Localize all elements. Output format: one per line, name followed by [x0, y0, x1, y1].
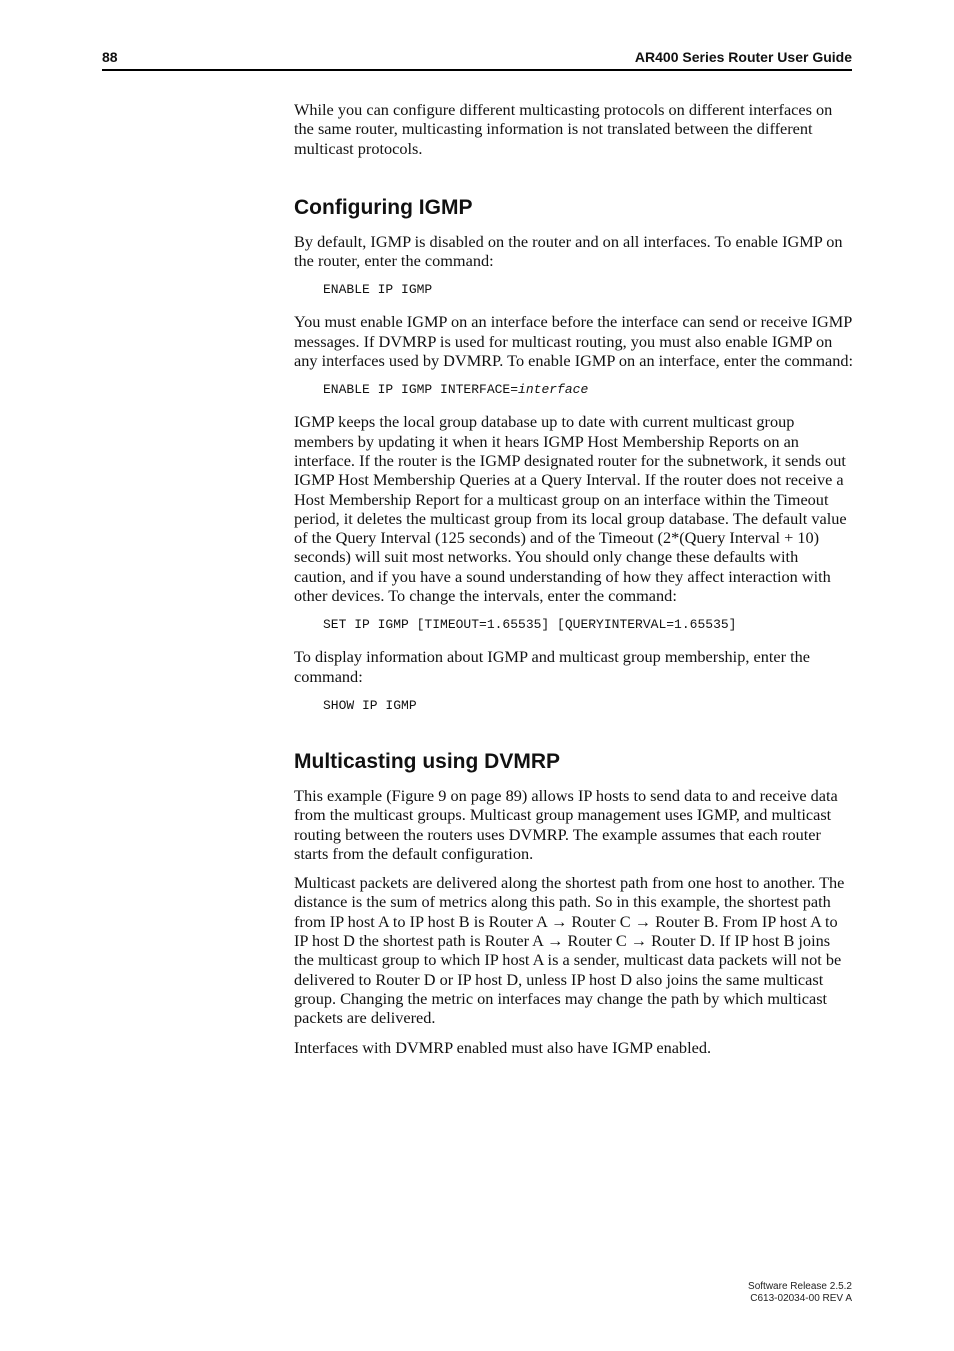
dvmrp-paragraph-1: This example (Figure 9 on page 89) allows IP hosts to send data to and receive data from the multicast groups. Multicast group management uses IGMP, and multicast routing between the routers uses DVMRP. The example assumes that each router starts from the default configuration. [294, 785, 838, 863]
igmp-paragraph-2: You must enable IGMP on an interface before the interface can send or receive IGMP messages. If DVMRP is used for multicast routing, you must also enable IGMP on any interfaces used by DVMRP. To enable IGMP on an interface, enter the command: [294, 312, 854, 371]
page-number: 88 [102, 49, 118, 65]
heading-configuring-igmp: Configuring IGMP [294, 195, 473, 219]
heading-multicasting-dvmrp: Multicasting using DVMRP [294, 749, 561, 773]
command-enable-ip-igmp: ENABLE IP IGMP [323, 282, 433, 298]
software-release: Software Release 2.5.2 [748, 1281, 852, 1292]
command-enable-ip-igmp-interface [323, 382, 854, 398]
dvmrp-paragraph-3: Interfaces with DVMRP enabled must also have IGMP enabled. [294, 1037, 712, 1057]
page-footer [748, 1281, 852, 1305]
command-parameter: interface [518, 382, 589, 398]
igmp-paragraph-1: By default, IGMP is disabled on the router and on all interfaces. To enable IGMP on the router, enter the command: [294, 231, 843, 271]
igmp-paragraph-3: IGMP keeps the local group database up to date with current multicast group members by updating it when it hears IGMP Host Membership Reports on an interface. If the router is the IGMP designated router for the subnetwork, it sends out IGMP Host Membership Queries at a Query Interval. If the router does not receive a Host Membership Report for a multicast group on an interface within the Timeout period, it deletes the multicast group from its local group database. The default value of the Query Interval (125 seconds) and of the Timeout (2*(Query Interval + 10) seconds) will suit most networks. You should only change these defaults with caution, and if you have a sound understanding of how they affect interaction with other devices. To change the intervals, enter the command: [294, 412, 847, 606]
page-header [102, 47, 852, 71]
igmp-paragraph-4: To display information about IGMP and multicast group membership, enter the command: [294, 647, 810, 686]
document-title: AR400 Series Router User Guide [634, 49, 852, 65]
command-text: ENABLE IP IGMP INTERFACE= [323, 382, 519, 398]
intro-paragraph: While you can configure different multicasting protocols on different interfaces on the same router, multicasting information is not translated between the different multicast protocols. [294, 100, 833, 158]
document-id: C613-02034-00 REV A [750, 1293, 852, 1304]
command-set-ip-igmp: SET IP IGMP [TIMEOUT=1.65535] [QUERYINTERVAL=1.65535] [323, 617, 737, 633]
command-show-ip-igmp: SHOW IP IGMP [323, 697, 417, 713]
page-content [294, 100, 854, 1067]
dvmrp-paragraph-2: Multicast packets are delivered along the shortest path from one host to another. The distance is the sum of metrics along this path. So in this example, the shortest path from IP host A to IP host B is Router A → Router C → Router B. From IP host A to IP host D the shortest path is Router A → Router C → Router D. If IP host B joins the multicast group to which IP host A is a sender, multicast data packets will not be delivered to Router D or IP host D, unless IP host D also joins the same multicast group. Changing the metric on interfaces may change the path by which multicast packets are delivered. [294, 873, 845, 1028]
